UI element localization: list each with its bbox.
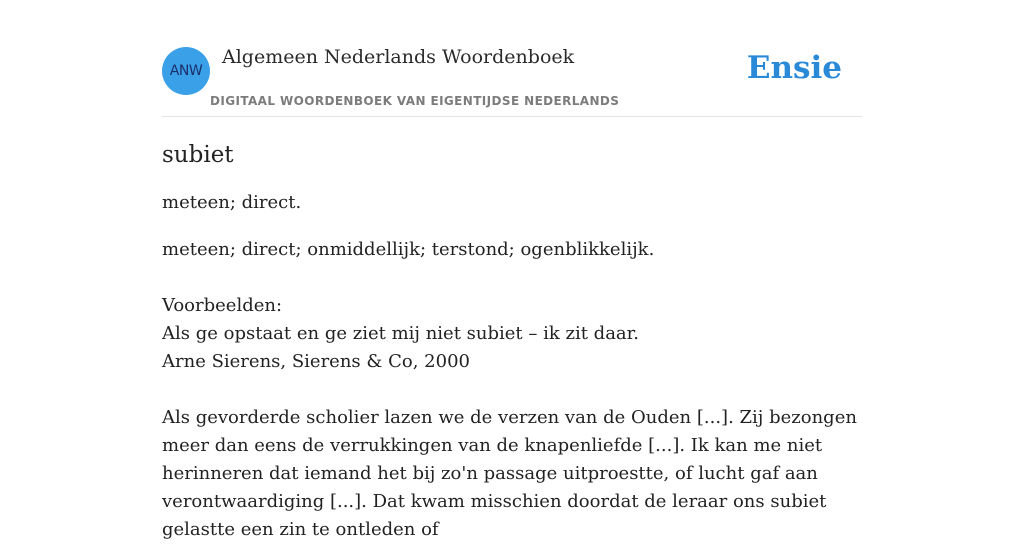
site-title[interactable]: Algemeen Nederlands Woordenboek (222, 46, 575, 68)
example-text: Als ge opstaat en ge ziet mij niet subiet – ik zit daar. (162, 323, 640, 344)
ensie-brand-logo[interactable]: Ensie (746, 50, 842, 86)
examples-label: Voorbeelden: (162, 295, 283, 316)
anw-logo-text: ANW (169, 63, 203, 79)
anw-logo[interactable] (162, 47, 210, 95)
entry-long-definition: meteen; direct; onmiddellijk; terstond; ogenblikkelijk. (162, 239, 655, 260)
example-text: Als gevorderde scholier lazen we de verzen van de Ouden [...]. Zij bezongen meer dan eens de verrukkingen van de knapenliefde [...]. Ik kan me niet herinneren dat iemand het bij zo'n passage uitproestte, of lucht gaf aan verontwaardiging [...]. Dat kwam misschien doordat de leraar ons subiet gelastte een zin te ontleden of (162, 407, 857, 540)
spacer (162, 376, 866, 404)
spacer (162, 264, 866, 292)
entry-content (162, 140, 866, 544)
example-source: Arne Sierens, Sierens & Co, 2000 (162, 351, 470, 372)
site-subtitle: DIGITAAL WOORDENBOEK VAN EIGENTIJDSE NEDERLANDS (210, 94, 620, 108)
entry-headword: subiet (162, 142, 234, 168)
site-header (162, 0, 862, 117)
entry-short-definition: meteen; direct. (162, 192, 302, 213)
